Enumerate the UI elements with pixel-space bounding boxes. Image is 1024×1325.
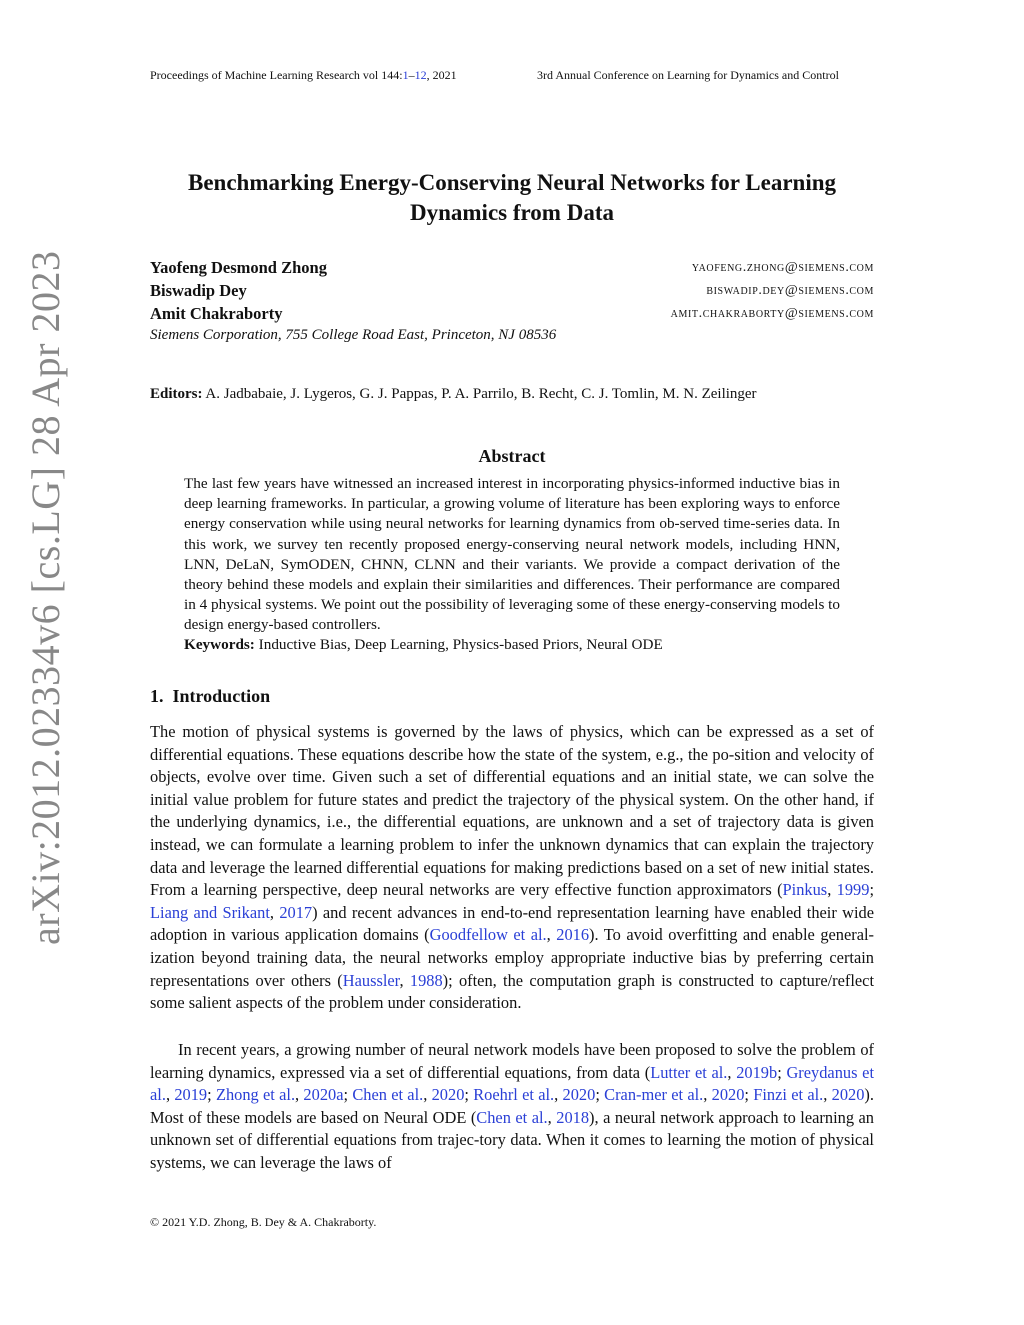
author-email[interactable]: yaofeng.zhong@siemens.com	[691, 260, 874, 275]
citation-link[interactable]: Liang and Srikant	[150, 902, 270, 922]
paper-title	[150, 168, 874, 228]
arxiv-identifier: arXiv:2012.02334v6 [cs.LG] 28 Apr 2023	[23, 250, 68, 945]
abstract-text: The last few years have witnessed an increased interest in incorporating physics-informed inductive bias in deep learning frameworks. In particular, a growing volume of literature has been exploring ways to enforce energy conservation while using neural networks for learning dynamics from ob-served time-series data. In this work, we survey ten recently proposed energy-conserving neural network models, including HNN, LNN, DeLaN, SymODEN, CHNN, CLNN and their variants. We provide a compact derivation of the theory behind these models and explain their similarities and differences. Their performance are compared in 4 physical systems. We point out the possibility of leveraging some of these energy-conserving models to design energy-based controllers.	[184, 475, 840, 634]
citation-link[interactable]: Roehrl et al.	[473, 1085, 555, 1105]
citation-link[interactable]: 1988	[409, 970, 443, 990]
keywords-label: Keywords:	[184, 636, 255, 653]
citation-link[interactable]: Pinkus	[782, 880, 828, 900]
citation-link[interactable]: 2020	[431, 1085, 465, 1105]
citation-link[interactable]: 2020	[711, 1085, 745, 1105]
author-name: Biswadip Dey	[150, 281, 247, 300]
keywords-line	[184, 636, 663, 654]
page-start-link[interactable]: 1	[402, 68, 409, 82]
section-heading: 1. Introduction	[150, 686, 271, 706]
citation-link[interactable]: 2018	[556, 1107, 590, 1127]
page-end-link[interactable]: 12	[414, 68, 427, 82]
title-line: Benchmarking Energy-Conserving Neural Networks for Learning	[187, 170, 837, 195]
author-name: Yaofeng Desmond Zhong	[150, 258, 327, 277]
citation-link[interactable]: 2019	[174, 1085, 208, 1105]
citation-link[interactable]: 2020a	[303, 1085, 344, 1105]
keywords-list: Inductive Bias, Deep Learning, Physics-based Priors, Neural ODE	[254, 636, 663, 653]
copyright-footer: © 2021 Y.D. Zhong, B. Dey & A. Chakraborty.	[150, 1215, 377, 1229]
citation-link[interactable]: 2020	[562, 1085, 596, 1105]
citation-link[interactable]: Chen et al.	[476, 1107, 548, 1127]
editors-label: Editors:	[150, 386, 203, 402]
intro-paragraph-2: In recent years, a growing number of neural network models have been proposed to solve the problem of learning dynamics, expressed via a set of differential equations, from data (Lutter et al., 2019b; Greydanus et al., 2019; Zhong et al., 2020a; Chen et al., 2020; Roehrl et al., 2020; Cran-mer et al., 2020; Finzi et al., 2020). Most of these models are based on Neural ODE (Chen et al., 2018), a neural network approach to learning an unknown set of differential equations from trajec-tory data. When it comes to learning the motion of physical systems, we can leverage the laws of	[150, 1040, 875, 1172]
citation-link[interactable]: Finzi et al.	[753, 1085, 824, 1105]
abstract-heading: Abstract	[478, 446, 546, 466]
citation-link[interactable]: Lutter et al.	[650, 1062, 728, 1082]
affiliation: Siemens Corporation, 755 College Road East, Princeton, NJ 08536	[150, 327, 557, 343]
running-header-venue: Proceedings of Machine Learning Research vol 144:1–12, 2021	[150, 68, 457, 82]
citation-link[interactable]: 2020	[831, 1085, 865, 1105]
author-email[interactable]: amit.chakraborty@siemens.com	[670, 306, 874, 321]
author-row	[150, 304, 874, 326]
running-header-conference: 3rd Annual Conference on Learning for Dynamics and Control	[537, 68, 839, 82]
title-line: Dynamics from Data	[410, 200, 614, 225]
citation-link[interactable]: 2019b	[736, 1062, 778, 1082]
citation-link[interactable]: Chen et al.	[352, 1085, 424, 1105]
editors-names: A. Jadbabaie, J. Lygeros, G. J. Pappas, P. A. Parrilo, B. Recht, C. J. Tomlin, M. N. Zeilinger	[202, 386, 757, 402]
citation-link[interactable]: 1999	[836, 880, 870, 900]
citation-link[interactable]: Zhong et al.	[215, 1085, 296, 1105]
author-email[interactable]: biswadip.dey@siemens.com	[706, 283, 874, 298]
citation-link[interactable]: 2017	[279, 902, 313, 922]
citation-link[interactable]: Haussler	[342, 970, 400, 990]
author-row	[150, 258, 874, 280]
citation-link[interactable]: Cran-mer et al.	[604, 1085, 704, 1105]
citation-link[interactable]: Goodfellow et al.	[429, 925, 547, 945]
citation-link[interactable]: 2016	[556, 925, 590, 945]
citation-link[interactable]: Greydanus et al.	[150, 1062, 875, 1105]
intro-paragraph-1: The motion of physical systems is governed by the laws of physics, which can be expressed as a set of differential equations. These equations describe how the state of the system, e.g., the po-sition and velocity of objects, evolve over time. Given such a set of differential equations and an initial state, we can solve the initial value problem for future states and predict the trajectory of the physical system. On the other hand, if the underlying dynamics, i.e., the differential equations, are unknown and a set of trajectory data is given instead, we can formulate a learning problem to infer the unknown dynamics that can explain the trajectory data and leverage the learned differential equations for making predictions based on a set of new initial states. From a learning perspective, deep neural networks are very effective function approximators (Pinkus, 1999; Liang and Srikant, 2017) and recent advances in end-to-end representation learning have enabled their wide adoption in various application domains (Goodfellow et al., 2016). To avoid overfitting and enable general-ization beyond training data, the neural networks employ appropriate inductive bias by preferring certain representations over others (Haussler, 1988); often, the computation graph is constructed to capture/reflect some salient aspects of the problem under consideration.	[150, 722, 874, 1013]
author-name: Amit Chakraborty	[150, 304, 283, 323]
editors-line	[150, 386, 757, 403]
author-row	[150, 281, 874, 303]
